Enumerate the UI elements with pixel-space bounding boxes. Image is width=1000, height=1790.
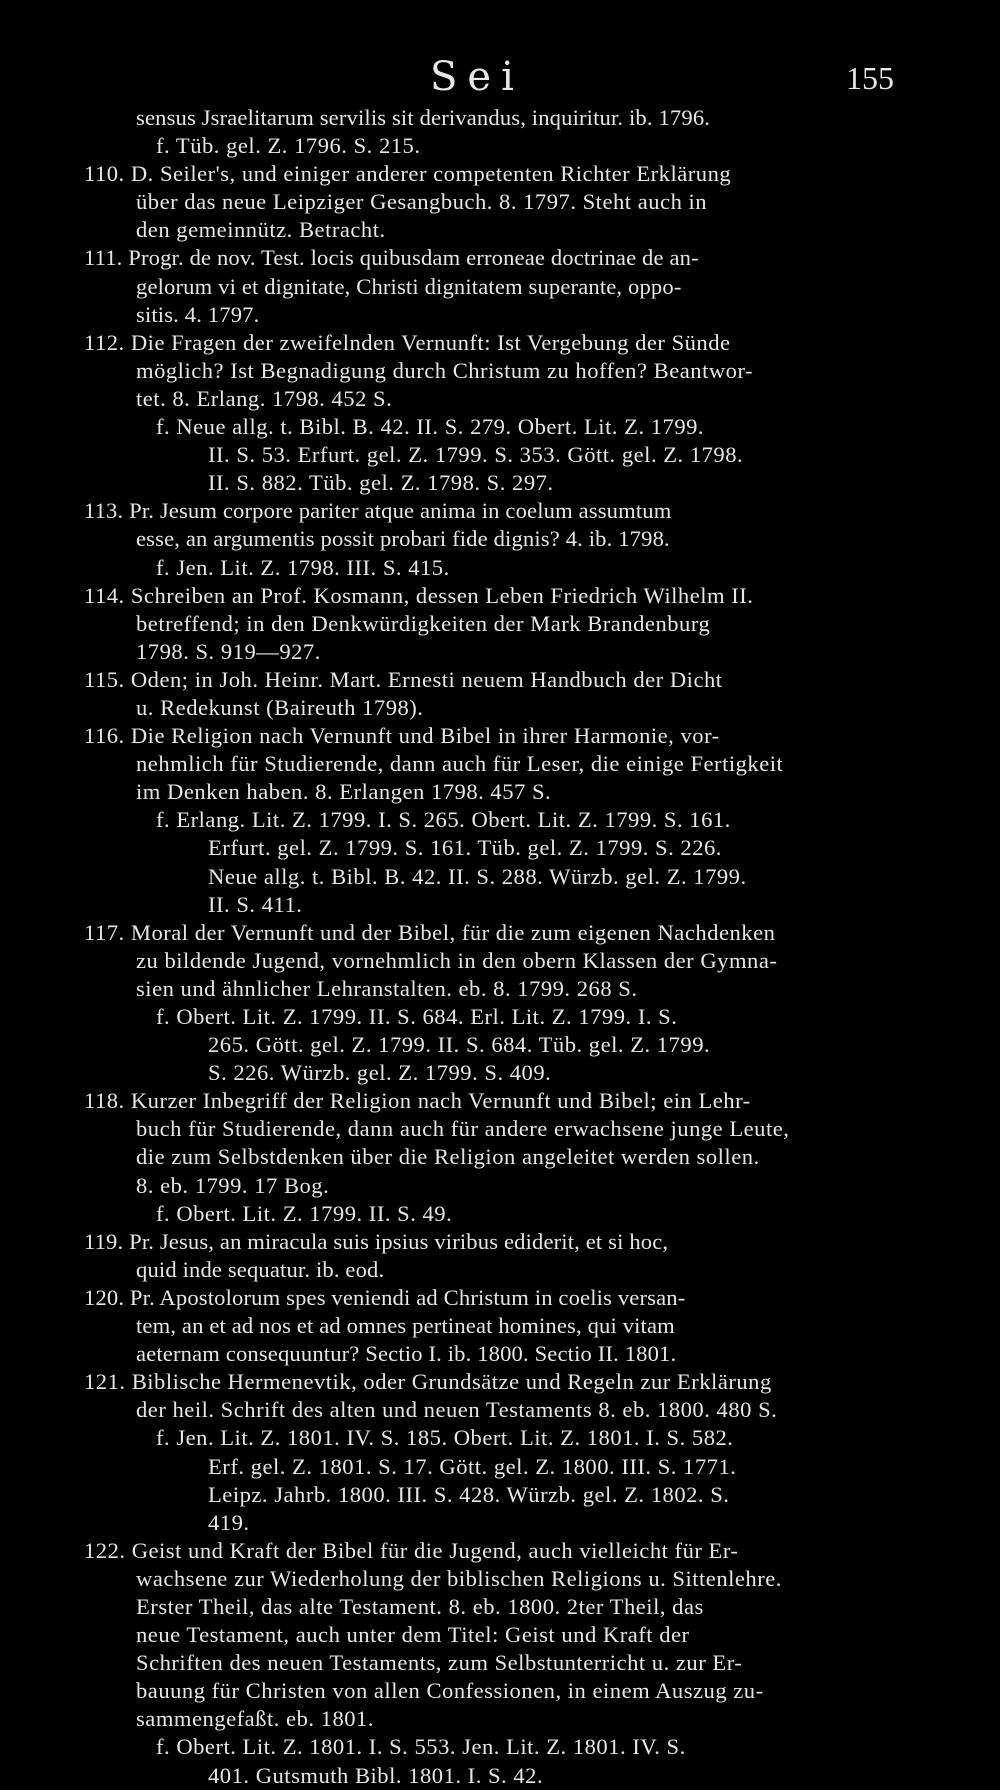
text-line: tet. 8. Erlang. 1798. 452 S.	[136, 385, 393, 411]
text-line: 114. Schreiben an Prof. Kosmann, dessen Leben Friedrich Wilhelm II.	[84, 582, 754, 608]
text-line: zu bildende Jugend, vornehmlich in den obern Klassen der Gymna-	[136, 947, 778, 973]
text-line: f. Obert. Lit. Z. 1799. II. S. 684. Erl. Lit. Z. 1799. I. S.	[156, 1004, 678, 1029]
text-line: 265. Gött. gel. Z. 1799. II. S. 684. Tüb. gel. Z. 1799.	[208, 1032, 711, 1058]
text-line: die zum Selbstdenken über die Religion angeleitet werden sollen.	[136, 1144, 760, 1170]
text-line: gelorum vi et dignitate, Christi dignitatem superante, oppo-	[136, 273, 682, 299]
text-line: aeternam consequuntur? Sectio I. ib. 1800. Sectio II. 1801.	[136, 1341, 677, 1367]
text-line: 120. Pr. Apostolorum spes veniendi ad Christum in coelis versan-	[84, 1284, 686, 1310]
text-line: f. Erlang. Lit. Z. 1799. I. S. 265. Obert. Lit. Z. 1799. S. 161.	[156, 807, 731, 833]
text-line: u. Redekunst (Baireuth 1798).	[136, 694, 424, 720]
text-line: f. Jen. Lit. Z. 1798. III. S. 415.	[156, 554, 450, 580]
text-line: f. Obert. Lit. Z. 1801. I. S. 553. Jen. Lit. Z. 1801. IV. S.	[156, 1734, 686, 1760]
text-line: 111. Progr. de nov. Test. locis quibusdam erroneae doctrinae de an-	[84, 245, 699, 271]
running-head	[0, 54, 1000, 102]
text-line: f. Neue allg. t. Bibl. B. 42. II. S. 279. Obert. Lit. Z. 1799.	[156, 414, 705, 440]
text-line: 113. Pr. Jesum corpore pariter atque anima in coelum assumtum	[84, 498, 672, 524]
text-line: 110. D. Seiler's, und einiger anderer competenten Richter Erklärung	[84, 161, 732, 187]
text-line: 121. Biblische Hermenevtik, oder Grundsätze und Regeln zur Erklärung	[84, 1369, 772, 1395]
text-line: quid inde sequatur. ib. eod.	[136, 1256, 385, 1282]
text-line: 115. Oden; in Joh. Heinr. Mart. Ernesti neuem Handbuch der Dicht	[84, 666, 723, 692]
text-line: Leipz. Jahrb. 1800. III. S. 428. Würzb. gel. Z. 1802. S.	[208, 1481, 730, 1507]
text-line: 112. Die Fragen der zweifelnden Vernunft: Ist Vergebung der Sünde	[84, 329, 731, 355]
text-line: bauung für Christen von allen Confessionen, in einem Auszug zu-	[136, 1678, 764, 1704]
text-line: f. Tüb. gel. Z. 1796. S. 215.	[156, 133, 421, 159]
text-line: möglich? Ist Begnadigung durch Christum zu hoffen? Beantwor-	[136, 357, 754, 383]
text-line: wachsene zur Wiederholung der biblischen Religions u. Sittenlehre.	[136, 1565, 782, 1591]
text-line: sien und ähnlicher Lehranstalten. eb. 8. 1799. 268 S.	[136, 975, 638, 1001]
text-line: II. S. 882. Tüb. gel. Z. 1798. S. 297.	[208, 470, 554, 496]
text-line: betreffend; in den Denkwürdigkeiten der Mark Brandenburg	[136, 610, 711, 636]
text-line: Schriften des neuen Testaments, zum Selbstunterricht u. zur Er-	[136, 1650, 743, 1676]
text-line: 122. Geist und Kraft der Bibel für die Jugend, auch vielleicht für Er-	[84, 1537, 739, 1563]
text-line: nehmlich für Studierende, dann auch für Leser, die einige Fertigkeit	[136, 751, 784, 777]
bibliography-text	[84, 104, 910, 1790]
text-line: im Denken haben. 8. Erlangen 1798. 457 S.	[136, 779, 552, 805]
text-line: II. S. 53. Erfurt. gel. Z. 1799. S. 353. Gött. gel. Z. 1798.	[208, 442, 744, 468]
text-line: Erfurt. gel. Z. 1799. S. 161. Tüb. gel. Z. 1799. S. 226.	[208, 835, 722, 861]
text-line: f. Jen. Lit. Z. 1801. IV. S. 185. Obert. Lit. Z. 1801. I. S. 582.	[156, 1425, 734, 1451]
text-line: 1798. S. 919—927.	[136, 638, 321, 664]
text-line: den gemeinnütz. Betracht.	[136, 217, 386, 243]
text-line: 401. Gutsmuth Bibl. 1801. I. S. 42.	[208, 1762, 544, 1788]
text-line: 116. Die Religion nach Vernunft und Bibel in ihrer Harmonie, vor-	[84, 723, 720, 749]
text-line: Erster Theil, das alte Testament. 8. eb. 1800. 2ter Theil, das	[136, 1593, 704, 1619]
text-line: 419.	[208, 1509, 250, 1535]
text-line: sitis. 4. 1797.	[136, 301, 260, 327]
text-line: sensus Jsraelitarum servilis sit derivandus, inquiritur. ib. 1796.	[136, 105, 711, 130]
text-line: tem, an et ad nos et ad omnes pertineat homines, qui vitam	[136, 1313, 675, 1339]
running-head-word: Sei	[430, 54, 524, 100]
text-line: sammengefaßt. eb. 1801.	[136, 1706, 375, 1732]
text-line: esse, an argumentis possit probari fide dignis? 4. ib. 1798.	[136, 526, 670, 552]
text-line: II. S. 411.	[208, 891, 303, 917]
text-line: über das neue Leipziger Gesangbuch. 8. 1797. Steht auch in	[136, 189, 708, 215]
text-line: 118. Kurzer Inbegriff der Religion nach Vernunft und Bibel; ein Lehr-	[84, 1088, 751, 1114]
text-line: neue Testament, auch unter dem Titel: Geist und Kraft der	[136, 1622, 690, 1648]
text-line: Erf. gel. Z. 1801. S. 17. Gött. gel. Z. 1800. III. S. 1771.	[208, 1453, 737, 1479]
text-line: buch für Studierende, dann auch für andere erwachsene junge Leute,	[136, 1116, 790, 1142]
text-line: 8. eb. 1799. 17 Bog.	[136, 1172, 330, 1198]
text-line: 117. Moral der Vernunft und der Bibel, für die zum eigenen Nachdenken	[84, 919, 776, 945]
text-line: f. Obert. Lit. Z. 1799. II. S. 49.	[156, 1200, 453, 1226]
text-line: 119. Pr. Jesus, an miracula suis ipsius viribus ediderit, et si hoc,	[84, 1228, 669, 1254]
text-line: S. 226. Würzb. gel. Z. 1799. S. 409.	[208, 1060, 552, 1086]
page-number: 155	[846, 60, 894, 96]
text-line: der heil. Schrift des alten und neuen Testaments 8. eb. 1800. 480 S.	[136, 1397, 778, 1423]
text-line: Neue allg. t. Bibl. B. 42. II. S. 288. Würzb. gel. Z. 1799.	[208, 863, 747, 889]
